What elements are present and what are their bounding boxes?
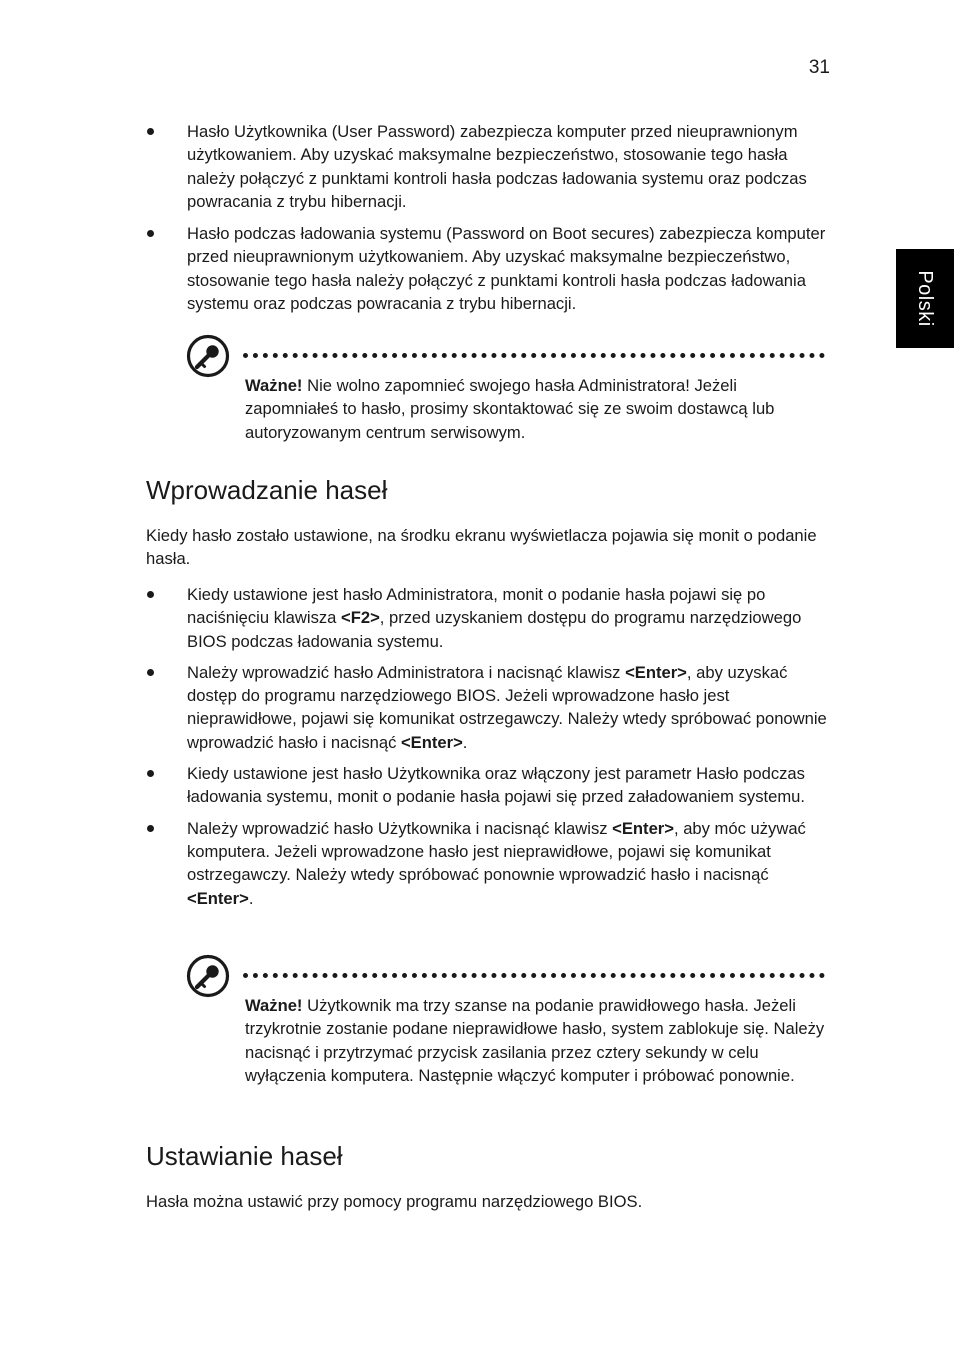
list-item-text: [187, 661, 837, 754]
list-item-text: Hasło Użytkownika (User Password) zabezpiecza komputer przed nieuprawnionym użytkowaniem. Aby uzyskać maksymalne bezpieczeństwo, stosowanie tego hasła należy połączyć z punktami kontroli hasła podczas ładowania systemu oraz podczas powracania z trybu hibernacji.: [187, 122, 807, 211]
key-name: <Enter>: [187, 888, 249, 908]
note-label: Ważne!: [245, 376, 303, 395]
section-heading: Wprowadzanie haseł: [146, 475, 388, 505]
bullet-icon: [147, 825, 154, 832]
text-run: , aby uzyskać dostęp do programu narzędziowego BIOS. Jeżeli wprowadzone hasło jest nieprawidłowe, pojawi się komunikat ostrzegawczy. Należy wtedy spróbować ponownie wprowadzić hasło i nacisnąć: [187, 662, 827, 752]
bullet-icon: [147, 591, 154, 598]
page-number: 31: [808, 57, 830, 78]
section-intro: Kiedy hasło zostało ustawione, na środku ekranu wyświetlacza pojawia się monit o podanie hasła.: [146, 526, 817, 569]
list-item-text: Kiedy ustawione jest hasło Użytkownika oraz włączony jest parametr Hasło podczas ładowania systemu, monit o podanie hasła pojawi się przed załadowaniem systemu.: [187, 764, 805, 807]
list-item: [0, 222, 847, 315]
key-name: <F2>: [341, 608, 380, 628]
section-intro: Hasła można ustawić przy pomocy programu narzędziowego BIOS.: [146, 1192, 643, 1211]
bullet-icon: [147, 128, 154, 135]
entering-passwords-list: [0, 583, 837, 910]
language-tab: [896, 249, 954, 348]
list-item-text: [187, 583, 837, 653]
text-run: , przed uzyskaniem dostępu do programu narzędziowego BIOS podczas ładowania systemu.: [187, 608, 802, 651]
language-tab-label: Polski: [914, 270, 936, 327]
list-item-text: [187, 817, 837, 910]
password-types-list: [0, 120, 847, 315]
note-label: Ważne!: [245, 996, 303, 1015]
note-body: Użytkownik ma trzy szanse na podanie prawidłowego hasła. Jeżeli trzykrotnie zostanie podane nieprawidłowe hasło, system zablokuje się. Należy nacisnąć i przytrzymać przycisk zasilania przez cztery sekundy w celu wyłączenia komputera. Następnie włączyć komputer i próbować ponownie.: [245, 996, 825, 1085]
list-item: [0, 583, 837, 653]
key-icon: [186, 334, 230, 378]
list-item: [0, 762, 837, 809]
text-run: .: [462, 732, 468, 752]
note-body: Nie wolno zapomnieć swojego hasła Administratora! Jeżeli zapomniałeś to hasło, prosimy skontaktować się ze swoim dostawcą lub autoryzowanym centrum serwisowym.: [245, 376, 775, 442]
text-run: Należy wprowadzić hasło Administratora i nacisnąć klawisz: [187, 662, 626, 682]
note-divider: [243, 973, 825, 978]
key-name: <Enter>: [400, 732, 463, 752]
key-name: <Enter>: [612, 818, 674, 838]
text-run: .: [248, 888, 254, 908]
key-icon: [186, 954, 230, 998]
text-run: , aby móc używać komputera. Jeżeli wprowadzone hasło jest nieprawidłowe, pojawi się komunikat ostrzegawczy. Należy wtedy spróbować ponownie wprowadzić hasło i nacisnąć: [187, 818, 806, 885]
note-text: [245, 374, 830, 444]
text-run: Należy wprowadzić hasło Użytkownika i nacisnąć klawisz: [187, 818, 613, 838]
list-item: [0, 817, 837, 910]
bullet-icon: [147, 770, 154, 777]
list-item: [0, 661, 837, 754]
note-text: [245, 994, 830, 1087]
text-run: Kiedy ustawione jest hasło Administratora, monit o podanie hasła pojawi się po naciśnięciu klawisza: [187, 585, 766, 628]
list-item-text: Hasło podczas ładowania systemu (Password on Boot secures) zabezpiecza komputer przed nieuprawnionym użytkowaniem. Aby uzyskać maksymalne bezpieczeństwo, stosowanie tego hasła należy połączyć z punktami kontroli hasła podczas ładowania systemu oraz podczas powracania z trybu hibernacji.: [187, 224, 826, 314]
note-divider: [243, 353, 825, 358]
list-item: [0, 120, 847, 213]
bullet-icon: [147, 230, 154, 237]
section-heading: Ustawianie haseł: [146, 1141, 343, 1171]
bullet-icon: [147, 669, 154, 676]
key-name: <Enter>: [625, 662, 687, 682]
